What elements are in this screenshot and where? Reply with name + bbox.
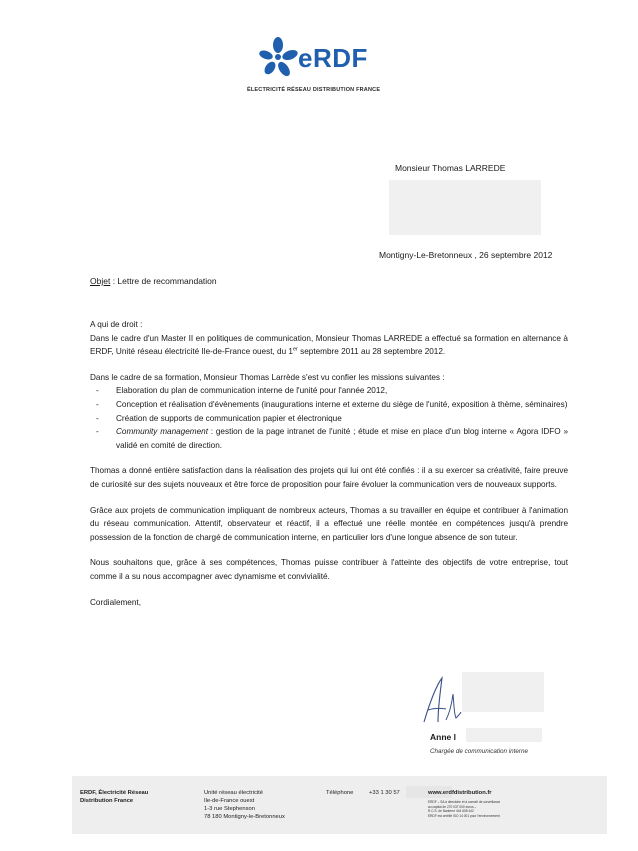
paragraph-intro bbox=[90, 332, 568, 359]
footer-phone: +33 1 30 57 bbox=[369, 790, 400, 796]
list-item-emphasis: Community management bbox=[116, 427, 208, 437]
salutation: A qui de droit : bbox=[90, 320, 143, 329]
footer-company bbox=[80, 789, 148, 805]
logo-tagline: ÉLECTRICITÉ RÉSEAU DISTRIBUTION FRANCE bbox=[247, 87, 381, 93]
recipient-address-redacted bbox=[389, 180, 541, 235]
logo-pinwheel-icon bbox=[258, 36, 298, 78]
footer-address bbox=[204, 789, 285, 821]
handwritten-signature bbox=[420, 672, 464, 728]
footer-website bbox=[428, 789, 492, 797]
list-item bbox=[90, 425, 568, 452]
footer-address-line: Ile-de-France ouest bbox=[204, 798, 255, 804]
paragraph-intro-a: Dans le cadre d'un Master II en politiques de communication, Monsieur Thomas LARREDE a effectué sa formation en alternance à ERDF, Unité réseau électricité Ile-de-France ouest, du 1 bbox=[90, 333, 568, 357]
recipient-name: Monsieur Thomas LARREDE bbox=[395, 163, 506, 173]
footer-legal-line: au capital de 270 037 000 euros – bbox=[428, 804, 477, 809]
list-item: - Création de supports de communication papier et électronique bbox=[90, 412, 568, 426]
logo-wordmark: eRDF bbox=[298, 43, 368, 73]
footer-address-line: 1-3 rue Stephenson bbox=[204, 806, 255, 812]
subject-line bbox=[90, 276, 217, 286]
missions-list bbox=[90, 384, 568, 452]
list-item-rest: : gestion de la page intranet de l'unité ; étude et mise en place d'un blog interne « Agora IDFO » validé en comité de direction. bbox=[116, 427, 568, 450]
list-item: - Conception et réalisation d'évènements (inaugurations interne et externe du siège de l'unité, exposition à thème, séminaires) bbox=[90, 398, 568, 412]
letter-body bbox=[90, 318, 568, 609]
footer-legal bbox=[428, 800, 500, 818]
footer-legal-line: ERDF – SA à directoire et à conseil de surveillance bbox=[428, 800, 501, 804]
paragraph-satisfaction: Thomas a donné entière satisfaction dans la réalisation des projets qui lui ont été confiés : il a su exercer sa créativité, faire preuve de curiosité sur des sujets nouveaux et être force de proposition pour faire évoluer la communication vers de nouveaux supports. bbox=[90, 466, 568, 489]
footer-legal-line: ERDF est certifié ISO 14 001 pour l'environnement bbox=[428, 813, 500, 818]
footer-band bbox=[72, 776, 607, 834]
signer-name-redacted bbox=[466, 728, 542, 742]
footer-phone-label: Téléphone bbox=[326, 790, 354, 796]
missions-intro: Dans le cadre de sa formation, Monsieur Thomas Larrède s'est vu confier les missions suivantes : bbox=[90, 372, 445, 382]
closing: Cordialement, bbox=[90, 597, 141, 607]
footer-address-line: Unité réseau électricité bbox=[204, 790, 263, 796]
signature-redacted bbox=[462, 672, 544, 712]
signer-role: Chargée de communication interne bbox=[430, 748, 529, 755]
subject-label: Objet bbox=[90, 276, 111, 286]
footer-company-line: Distribution France bbox=[80, 798, 134, 804]
paragraph-teamwork: Grâce aux projets de communication impliquant de nombreux acteurs, Thomas a su travailler en équipe et contribuer à l'animation du réseau communication. Attentif, observateur et réactif, il a effectué une réelle montée en compétences jusqu'à prendre possession de la fonction de chargé de communication interne, en particulier lors d'une longue absence de son tuteur. bbox=[90, 505, 568, 542]
subject-text: : Lettre de recommandation bbox=[110, 276, 217, 286]
list-item: - Elaboration du plan de communication interne de l'unité pour l'année 2012, bbox=[90, 384, 568, 398]
footer-legal-line: R.C.S. de Nanterre 444 608 442 bbox=[428, 809, 474, 814]
paragraph-wishes: Nous souhaitons que, grâce à ses compétences, Thomas puisse contribuer à l'atteinte des objectifs de votre entreprise, tout comme il a su nous accompagner avec dynamisme et convivialité. bbox=[90, 558, 568, 581]
signer-name: Anne l bbox=[430, 732, 456, 742]
paragraph-intro-b: septembre 2011 au 28 septembre 2012. bbox=[297, 347, 446, 357]
footer-company-line: ERDF, Électricité Réseau bbox=[80, 790, 149, 796]
footer-address-line: 78 180 Montigny-le-Bretonneux bbox=[204, 814, 285, 820]
ordinal-sup: er bbox=[292, 346, 298, 353]
dateline: Montigny-Le-Bretonneux , 26 septembre 2012 bbox=[379, 250, 553, 260]
footer-website-text: www.erdfdistribution.fr bbox=[428, 790, 492, 796]
